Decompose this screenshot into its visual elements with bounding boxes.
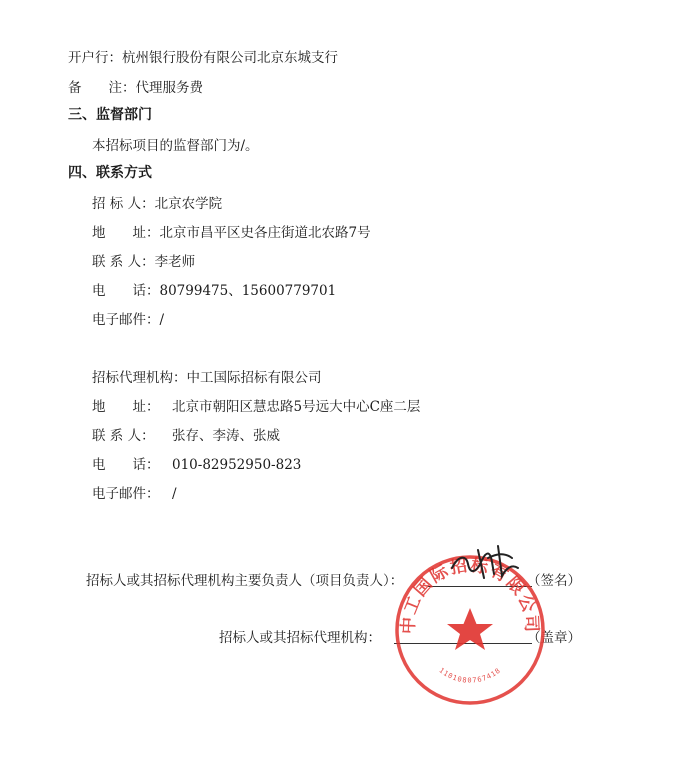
agency-contact: 张存、李涛、张威 <box>172 428 280 444</box>
tenderer-name-label: 招 标 人： <box>92 196 155 212</box>
tenderer-contact-row <box>92 250 195 270</box>
tenderer-phone-row <box>92 279 336 299</box>
tenderer-email: / <box>159 312 165 328</box>
tenderer-phone-label: 电 话： <box>92 283 160 299</box>
seal-text: 中工国际招标有限公司 <box>398 555 542 635</box>
remark-label: 备 注： <box>68 80 136 96</box>
bank-line <box>68 46 338 66</box>
seal-star-icon <box>447 608 493 650</box>
agency-email-label: 电子邮件： <box>92 486 160 502</box>
agency-name-row <box>92 366 322 386</box>
tenderer-contact: 李老师 <box>154 254 196 270</box>
principal-signature-suffix: （签名） <box>527 573 581 589</box>
section3-heading: 三、监督部门 <box>68 107 152 123</box>
handwritten-signature <box>432 538 532 588</box>
tenderer-addr-label: 地 址： <box>92 225 160 241</box>
org-seal-suffix: （盖章） <box>527 630 581 646</box>
agency-addr-row <box>92 395 420 415</box>
agency-phone: 010-82952950-823 <box>172 457 302 473</box>
agency-addr: 北京市朝阳区慧忠路5号远大中心C座二层 <box>172 399 421 415</box>
tenderer-name: 北京农学院 <box>154 196 223 212</box>
tenderer-email-label: 电子邮件： <box>92 312 160 328</box>
agency-contact-row <box>92 424 280 444</box>
bank-value: 杭州银行股份有限公司北京东城支行 <box>122 50 338 66</box>
section4-heading: 四、联系方式 <box>68 165 152 181</box>
agency-name: 中工国际招标有限公司 <box>186 370 322 386</box>
agency-name-label: 招标代理机构： <box>92 370 187 386</box>
tenderer-contact-label: 联 系 人： <box>92 254 155 270</box>
principal-signature-label: 招标人或其招标代理机构主要负责人（项目负责人）： <box>86 573 404 589</box>
agency-email-row <box>92 482 177 502</box>
agency-addr-label: 地 址： <box>92 399 160 415</box>
tenderer-phone: 80799475、15600779701 <box>159 283 337 299</box>
seal-number: 1101080767418 <box>437 666 503 685</box>
remark-line <box>68 76 203 96</box>
tenderer-addr-row <box>92 221 371 241</box>
bank-label: 开户行： <box>68 50 122 66</box>
section3-text: 本招标项目的监督部门为/。 <box>92 138 259 154</box>
org-seal-label: 招标人或其招标代理机构： <box>219 630 381 646</box>
agency-contact-label: 联 系 人： <box>92 428 155 444</box>
agency-phone-label: 电 话： <box>92 457 160 473</box>
tenderer-addr: 北京市昌平区史各庄街道北农路7号 <box>159 225 371 241</box>
tenderer-email-row <box>92 308 164 328</box>
remark-value: 代理服务费 <box>135 80 203 96</box>
tenderer-name-row <box>92 192 222 212</box>
agency-email: / <box>172 486 177 502</box>
agency-phone-row <box>92 453 301 473</box>
